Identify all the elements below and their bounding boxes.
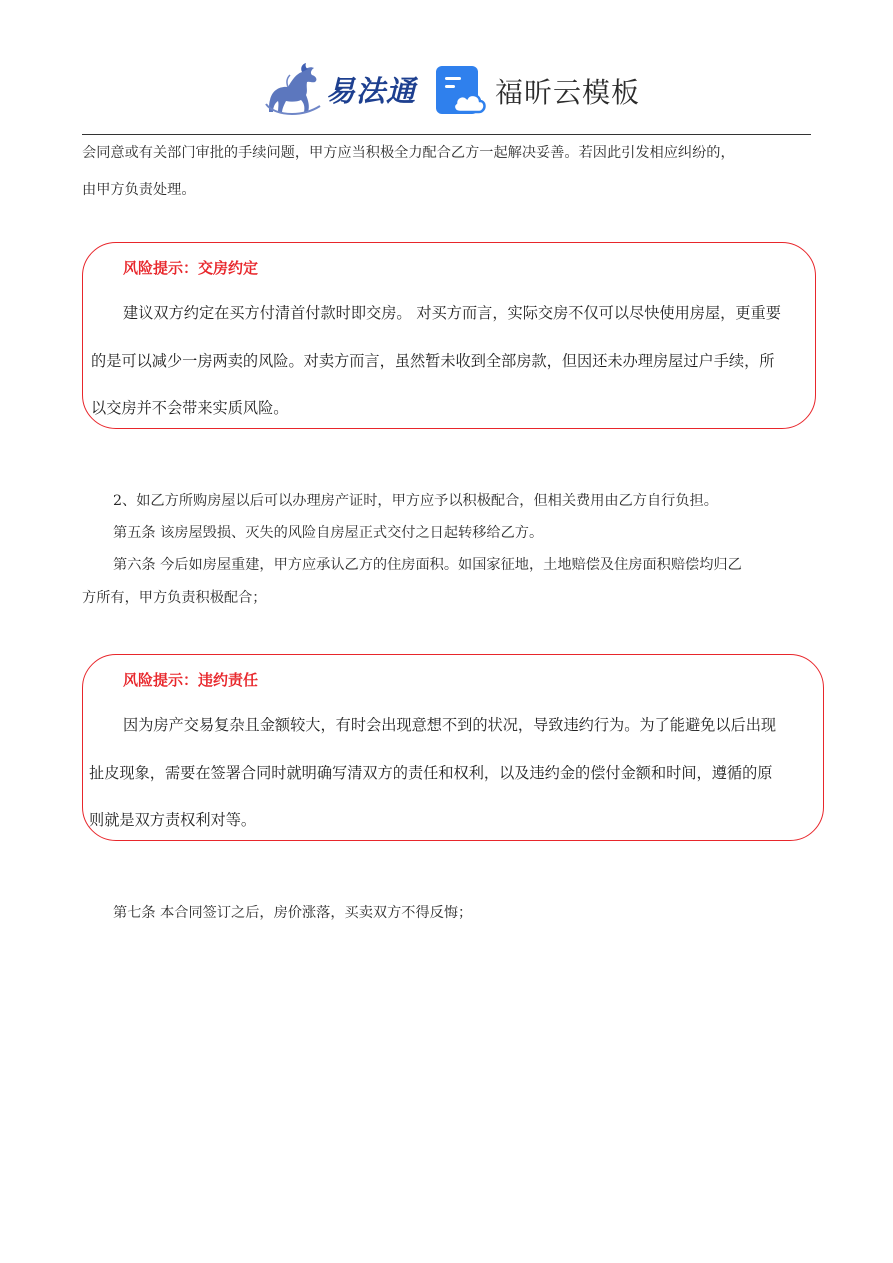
paragraph-continued [82,143,812,200]
risk-tip-title: 风险提示：违约责任 [123,671,259,689]
yifatong-brand [262,60,416,118]
foxit-brand-text: 福昕云模板 [495,76,641,109]
cloud-template-app-icon [436,66,486,116]
page-header [0,0,893,136]
risk-tip-line: 因为房产交易复杂且金额较大，有时会出现意想不到的状况，导致违约行为。为了能避免以后出现 [123,716,777,734]
foxit-brand [436,66,640,116]
risk-tip-line: 扯皮现象，需要在签署合同时就明确写清双方的责任和权利，以及违约金的偿付金额和时间，遵循的原 [89,764,773,782]
paragraph-line: 第六条 今后如房屋重建，甲方应承认乙方的住房面积。如国家征地，土地赔偿及住房面积赔偿均归乙 [113,557,742,573]
header-divider [82,134,811,135]
risk-tip-line: 则就是双方责权利对等。 [89,811,257,829]
paragraph-line: 会同意或有关部门审批的手续问题，甲方应当积极全力配合乙方一起解决妥善。若因此引发相应纠纷的， [82,145,735,161]
article-7: 第七条 本合同签订之后，房价涨落，买卖双方不得反悔； [113,905,473,921]
risk-tip-title: 风险提示：交房约定 [123,259,259,277]
risk-tip-box-breach [82,654,824,841]
paragraph-item-2: 2、如乙方所购房屋以后可以办理房产证时，甲方应予以积极配合，但相关费用由乙方自行负担。 [113,493,718,509]
horse-logo-icon [262,60,324,118]
article-5: 第五条 该房屋毁损、灭失的风险自房屋正式交付之日起转移给乙方。 [113,525,544,541]
article-6 [82,555,812,608]
risk-tip-box-delivery [82,242,816,429]
risk-tip-line: 以交房并不会带来实质风险。 [91,399,289,417]
risk-tip-line: 的是可以减少一房两卖的风险。对卖方而言，虽然暂未收到全部房款，但因还未办理房屋过户手续，所 [91,352,775,370]
paragraph-line: 由甲方负责处理。 [82,182,196,198]
yifatong-brand-text: 易法通 [326,73,417,108]
risk-tip-line: 建议双方约定在买方付清首付款时即交房。 对买方而言，实际交房不仅可以尽快使用房屋，更重要 [123,304,781,322]
paragraph-line: 方所有，甲方负责积极配合； [82,590,267,606]
